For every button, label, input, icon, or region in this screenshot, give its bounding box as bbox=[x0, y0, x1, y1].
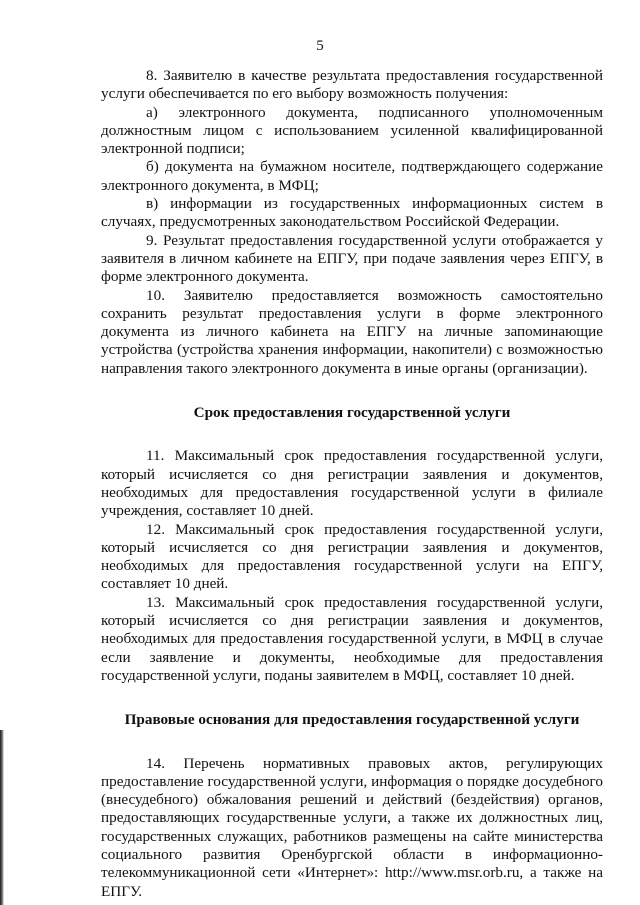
paragraph-14: 14. Перечень нормативных правовых актов, регулирующих предоставление государственной услуги, информация о порядке досудебного (внесудебного) обжалования решений и действий (бездействия) органов, предоставляющих государственные услуги, а также их должностных лиц, государственных служащих, работников размещены на сайте министерства социального развития Оренбургской области в информационно-телекоммуникационной сети «Интернет»: http://www.msr.orb.ru, а также на ЕПГУ. bbox=[101, 754, 603, 900]
paragraph-12: 12. Максимальный срок предоставления государственной услуги, который исчисляется со дня регистрации заявления и документов, необходимых для предоставления государственной услуги на ЕПГУ, составляет 10 дней. bbox=[101, 520, 603, 593]
paragraph-10: 10. Заявителю предоставляется возможность самостоятельно сохранить результат предоставления услуги в форме электронного документа из личного кабинета на ЕПГУ на личные запоминающие устройства (устройства хранения информации, накопители) с возможностью направления такого электронного документа в иные органы (организации). bbox=[101, 286, 603, 377]
paragraph-8: 8. Заявителю в качестве результата предоставления государственной услуги обеспечивается по его выбору возможность получения: bbox=[101, 67, 603, 103]
scan-edge-shadow bbox=[0, 730, 4, 905]
section-heading-term: Срок предоставления государственной услуги bbox=[193, 404, 511, 422]
section-heading-legal-basis: Правовые основания для предоставления государственной услуги bbox=[124, 711, 580, 729]
paragraph-11: 11. Максимальный срок предоставления государственной услуги, который исчисляется со дня регистрации заявления и документов, необходимых для предоставления государственной услуги в филиале учреждения, составляет 10 дней. bbox=[101, 447, 603, 520]
page-number: 5 bbox=[316, 38, 324, 54]
paragraph-9: 9. Результат предоставления государственной услуги отображается у заявителя в личном кабинете на ЕПГУ, при подаче заявления через ЕПГУ, в форме электронного документа. bbox=[101, 231, 603, 286]
paragraph-8-item-c: в) информации из государственных информационных систем в случаях, предусмотренных законодательством Российской Федерации. bbox=[101, 195, 603, 231]
paragraph-8-item-a: а) электронного документа, подписанного уполномоченным должностным лицом с использованием усиленной квалифицированной электронной подписи; bbox=[101, 103, 603, 158]
paragraph-13: 13. Максимальный срок предоставления государственной услуги, который исчисляется со дня регистрации заявления и документов, необходимых для предоставления государственной услуги, в МФЦ в случае если заявление и документы, необходимые для предоставления государственной услуги, поданы заявителем в МФЦ, составляет 10 дней. bbox=[101, 593, 603, 684]
paragraph-8-item-b: б) документа на бумажном носителе, подтверждающего содержание электронного документа, в МФЦ; bbox=[101, 158, 603, 194]
document-body bbox=[101, 67, 603, 901]
